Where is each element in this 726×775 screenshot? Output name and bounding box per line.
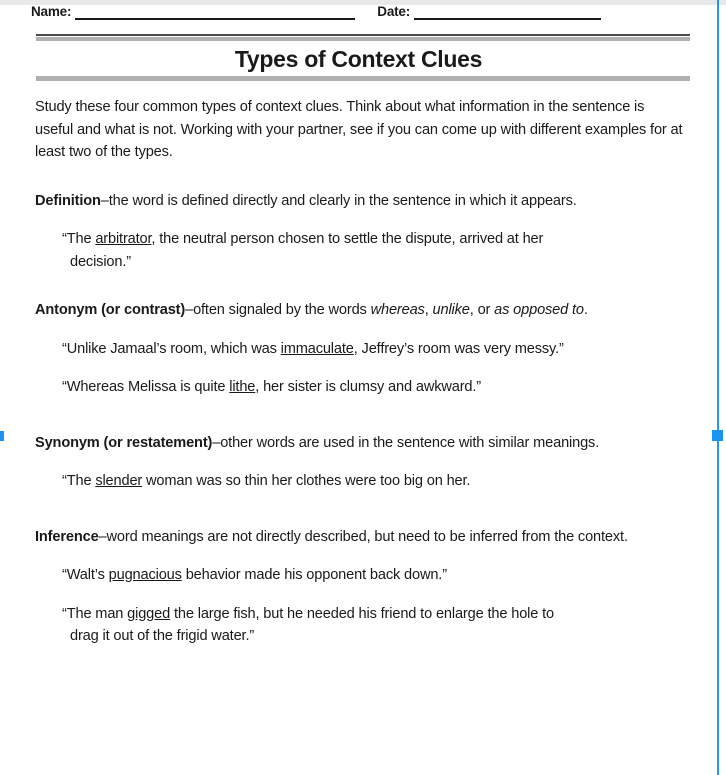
section-definition-name: Definition <box>35 192 101 209</box>
example-sentence <box>62 564 685 587</box>
example-pre: “The man <box>62 605 128 622</box>
section-synonym-description: other words are used in the sentence with similar meanings. <box>220 434 600 451</box>
example-pre: “Whereas Melissa is quite <box>62 379 230 395</box>
example-pre: “The <box>62 231 96 247</box>
section-inference-dash: – <box>98 528 107 545</box>
example-sentence <box>62 338 685 361</box>
section-definition-heading-line <box>35 190 685 213</box>
signal-word-as-opposed-to: as opposed to <box>494 302 584 318</box>
section-antonym-desc-mid-1: , <box>424 302 433 318</box>
worksheet-body <box>35 96 685 648</box>
section-definition <box>35 190 685 274</box>
section-synonym-name: Synonym (or restatement) <box>35 434 213 451</box>
name-date-row <box>31 4 691 20</box>
example-pre: “Walt’s <box>62 567 109 583</box>
example-post: woman was so thin her clothes were too big on her. <box>142 473 471 489</box>
example-continuation: decision.” <box>70 253 131 270</box>
section-inference-description: word meanings are not directly described, but need to be inferred from the context. <box>106 528 628 545</box>
example-sentence <box>62 228 685 273</box>
example-post: the large fish, but he needed his friend to enlarge the hole to <box>170 605 554 622</box>
resize-handle-left[interactable] <box>0 431 4 441</box>
example-target-word: immaculate <box>280 340 354 357</box>
section-antonym-desc-pre: often signaled by the words <box>193 302 371 318</box>
section-antonym-heading-line <box>35 299 685 322</box>
example-post: , her sister is clumsy and awkward.” <box>255 379 482 395</box>
example-target-word: lithe <box>229 379 256 395</box>
section-antonym <box>35 299 685 399</box>
section-antonym-dash: – <box>185 302 194 318</box>
example-target-word: arbitrator <box>95 231 152 247</box>
page-title: Types of Context Clues <box>234 46 483 72</box>
title-rule-above <box>36 34 690 41</box>
example-sentence <box>62 603 685 648</box>
section-antonym-desc-post: . <box>583 302 588 318</box>
section-inference-name: Inference <box>35 528 99 545</box>
example-continuation: drag it out of the frigid water.” <box>70 628 255 644</box>
example-post: , the neutral person chosen to settle the dispute, arrived at her <box>151 231 544 247</box>
example-post: behavior made his opponent back down.” <box>181 567 447 583</box>
section-definition-dash: – <box>100 192 109 209</box>
date-label: Date: <box>377 4 411 19</box>
section-inference-heading-line <box>35 526 685 549</box>
section-synonym-dash: – <box>212 434 221 451</box>
example-target-word: slender <box>95 473 143 489</box>
section-inference <box>35 526 685 648</box>
name-blank-line[interactable] <box>75 5 355 20</box>
section-synonym-heading-line <box>35 432 685 455</box>
example-target-word: gigged <box>127 605 171 622</box>
title-rule-above-light <box>36 37 690 41</box>
signal-word-whereas: whereas <box>370 302 425 318</box>
date-blank-line[interactable] <box>414 5 601 20</box>
example-sentence <box>62 470 685 493</box>
title-rule-below <box>36 76 690 81</box>
example-pre: “Unlike Jamaal’s room, which was <box>62 340 281 357</box>
section-synonym <box>35 432 685 493</box>
example-post: , Jeffrey’s room was very messy.” <box>353 340 564 357</box>
name-label: Name: <box>31 4 72 19</box>
example-sentence <box>62 376 685 399</box>
title-rule-above-dark <box>36 34 690 36</box>
selection-border-right[interactable] <box>717 0 719 775</box>
example-pre: “The <box>62 473 96 489</box>
section-definition-description: the word is defined directly and clearly in the sentence in which it appears. <box>108 192 577 209</box>
resize-handle-right[interactable] <box>712 430 723 441</box>
signal-word-unlike: unlike <box>432 302 470 318</box>
intro-paragraph: Study these four common types of context clues. Think about what information in the sentence is useful and what is not. Working with your partner, see if you can come up with different examples for at least two of the types. <box>35 99 683 160</box>
section-antonym-desc-mid-2: , or <box>469 302 495 318</box>
example-target-word: pugnacious <box>108 567 182 583</box>
section-antonym-name: Antonym (or contrast) <box>35 302 186 318</box>
